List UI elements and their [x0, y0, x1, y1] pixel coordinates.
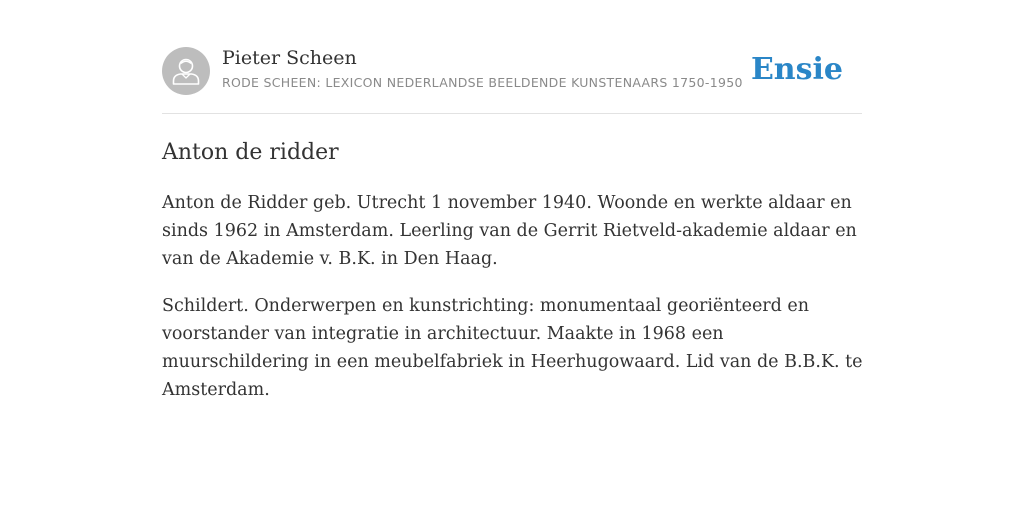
entry-header — [162, 46, 862, 96]
avatar[interactable] — [162, 47, 210, 95]
paragraph: Anton de Ridder geb. Utrecht 1 november 1940. Woonde en werkte aldaar en sinds 1962 in Amsterdam. Leerling van de Gerrit Rietveld-akademie aldaar en van de Akademie v. B.K. in Den Haag. — [162, 193, 857, 269]
source-title[interactable]: RODE SCHEEN: LEXICON NEDERLANDSE BEELDENDE KUNSTENAARS 1750-1950 — [222, 75, 743, 90]
entry-title: Anton de ridder — [162, 140, 339, 165]
paragraph: Schildert. Onderwerpen en kunstrichting: monumentaal georiënteerd en voorstander van integratie in architectuur. Maakte in 1968 een muurschildering in een meubelfabriek in Heerhugowaard. Lid van de B.B.K. te Amsterdam. — [162, 296, 863, 400]
user-icon — [162, 47, 210, 95]
header-divider — [162, 113, 862, 114]
brand-logo[interactable]: Ensie — [750, 52, 843, 87]
entry-body — [162, 189, 867, 423]
author-name[interactable]: Pieter Scheen — [222, 47, 357, 69]
